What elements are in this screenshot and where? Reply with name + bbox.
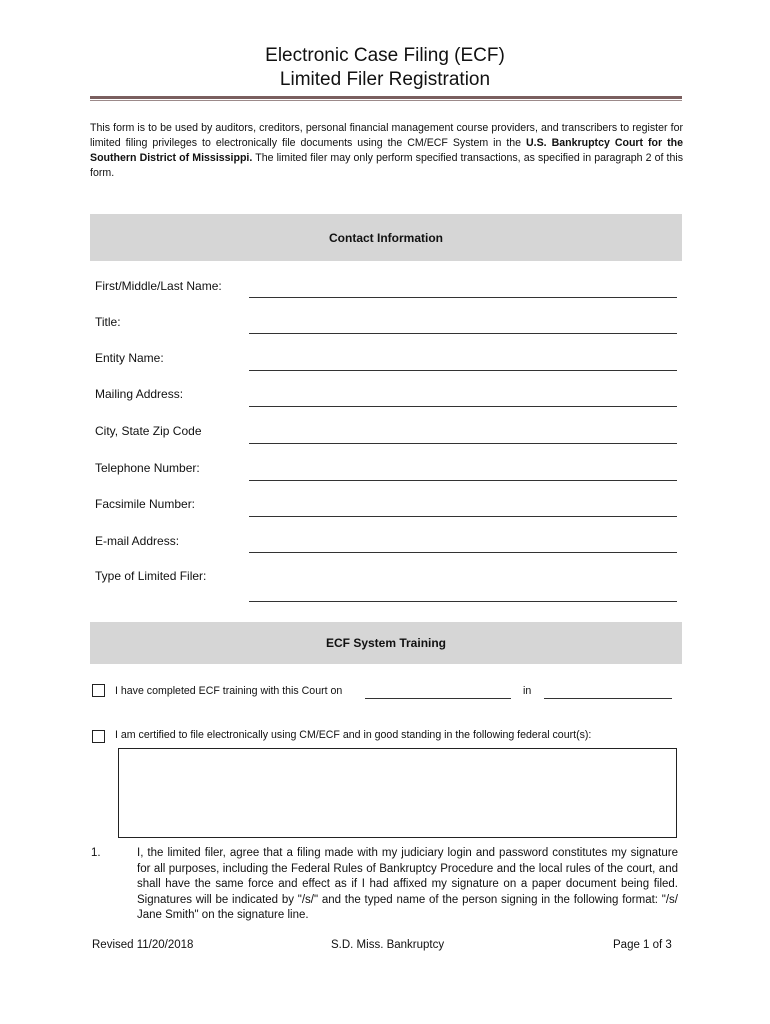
- training-location-field[interactable]: [544, 698, 672, 699]
- certified-checkbox[interactable]: [92, 730, 105, 743]
- facsimile-label: Facsimile Number:: [95, 497, 196, 511]
- paragraph-number: 1.: [91, 847, 101, 859]
- entity-field[interactable]: [249, 370, 677, 371]
- contact-section-header: [90, 214, 682, 261]
- training-date-field[interactable]: [365, 698, 511, 699]
- training-in-label: in: [523, 685, 532, 697]
- facsimile-field[interactable]: [249, 516, 677, 517]
- intro-court-name: U.S. Bankruptcy Court for the Southern District of Mississippi.: [90, 137, 683, 164]
- email-field[interactable]: [249, 552, 677, 553]
- mailing-field[interactable]: [249, 406, 677, 407]
- intro-text-1: This form is to be used by auditors, creditors, personal financial management course providers, and transcribers to register for limited filing privileges to electronically file documents using the CM/ECF System in the: [90, 122, 683, 149]
- form-subtitle: Limited Filer Registration: [279, 69, 491, 90]
- title-rule-thick: [90, 96, 682, 99]
- certified-option-label: I am certified to file electronically using CM/ECF and in good standing in the following federal court(s):: [115, 729, 592, 741]
- telephone-field[interactable]: [249, 480, 677, 481]
- name-label: First/Middle/Last Name:: [95, 279, 222, 293]
- filer-type-field[interactable]: [249, 601, 677, 602]
- filer-type-label: Type of Limited Filer:: [95, 569, 207, 583]
- training-option-label: I have completed ECF training with this Court on: [115, 685, 343, 697]
- page-number: Page 1 of 3: [613, 939, 672, 951]
- training-section-header: [90, 622, 682, 664]
- title-label: Title:: [95, 315, 121, 329]
- intro-paragraph: [90, 121, 683, 181]
- title-field[interactable]: [249, 333, 677, 334]
- title-rule-thin: [90, 100, 682, 101]
- revision-date: Revised 11/20/2018: [92, 939, 194, 951]
- entity-label: Entity Name:: [95, 351, 164, 365]
- form-title: Electronic Case Filing (ECF): [265, 45, 505, 66]
- mailing-label: Mailing Address:: [95, 387, 184, 401]
- training-heading: ECF System Training: [325, 636, 447, 650]
- city-field[interactable]: [249, 443, 677, 444]
- contact-heading: Contact Information: [329, 230, 443, 245]
- name-field[interactable]: [249, 297, 677, 298]
- training-checkbox[interactable]: [92, 684, 105, 697]
- intro-text-2: The limited filer may only perform specified transactions, as specified in paragraph 2 of this form.: [90, 152, 684, 179]
- footer-court: S.D. Miss. Bankruptcy: [331, 939, 445, 951]
- email-label: E-mail Address:: [95, 534, 180, 548]
- federal-courts-input[interactable]: [118, 748, 677, 838]
- telephone-label: Telephone Number:: [95, 461, 200, 475]
- city-label: City, State Zip Code: [95, 424, 202, 438]
- signature-agreement-paragraph: I, the limited filer, agree that a filing made with my judiciary login and password constitutes my signature for all purposes, including the Federal Rules of Bankruptcy Procedure and the local rules of the court, and shall have the same force and effect as if I had affixed my signature on a paper document being filed. Signatures will be indicated by "/s/" and the typed name of the person signing in the following format: "/s/ Jane Smith" on the signature line.: [137, 847, 678, 921]
